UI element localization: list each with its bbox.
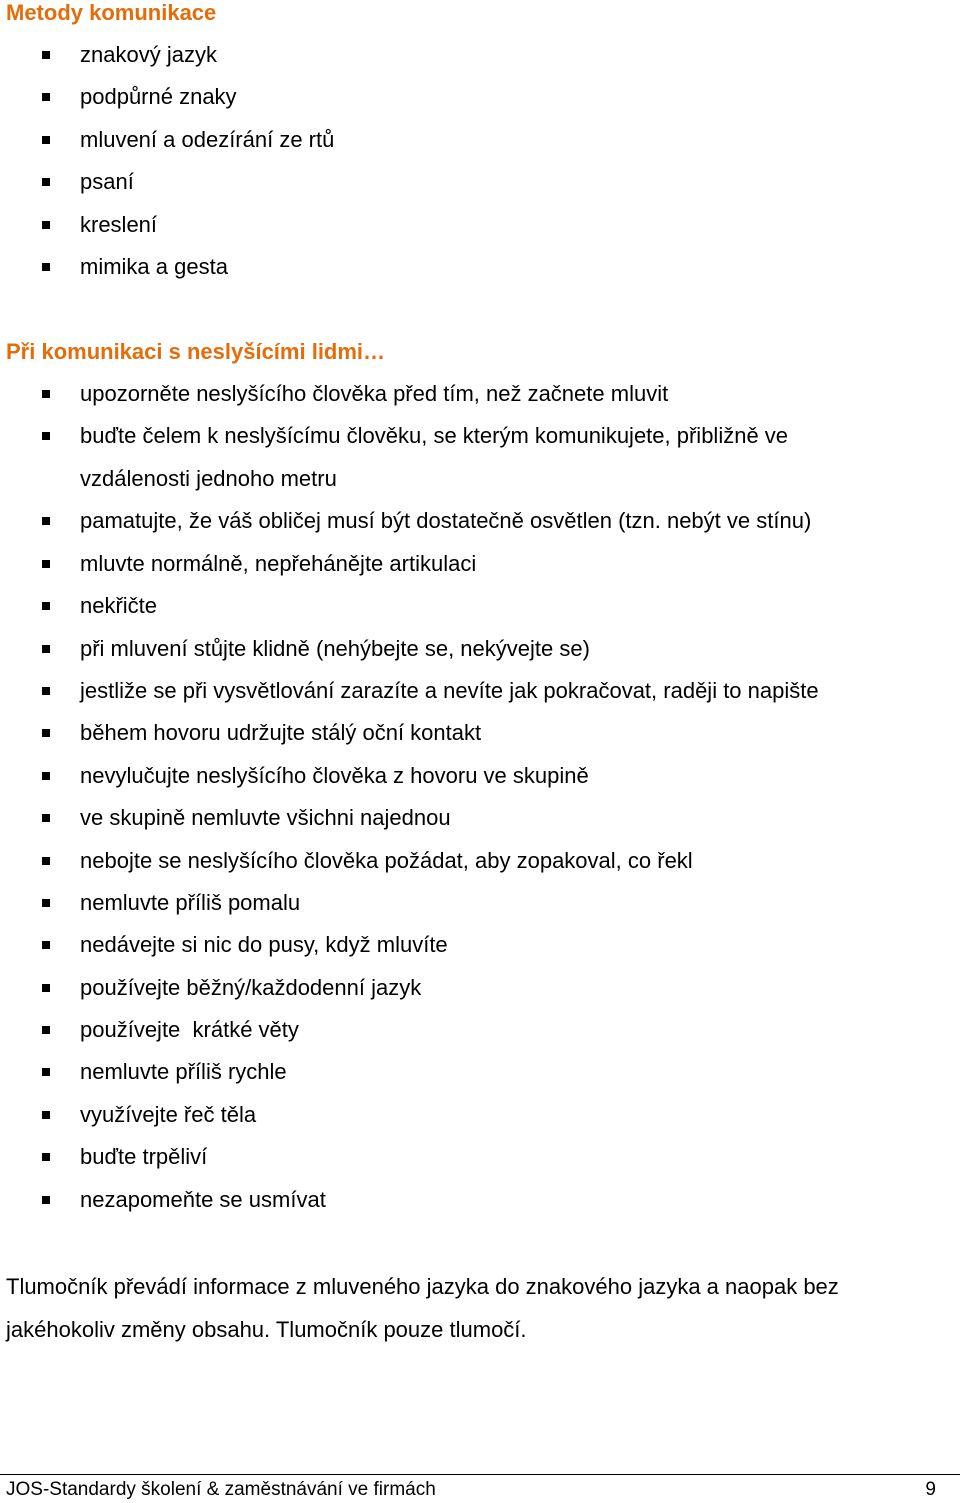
list-item-text: nemluvte příliš rychle xyxy=(80,1059,287,1085)
list-item-text: používejte běžný/každodenní jazyk xyxy=(80,974,422,1000)
square-bullet-icon xyxy=(42,772,50,780)
list-item-text: mluvení a odezírání ze rtů xyxy=(80,126,335,152)
square-bullet-icon xyxy=(42,93,50,101)
square-bullet-icon xyxy=(42,432,50,440)
square-bullet-icon xyxy=(42,645,50,653)
list-item-text: podpůrné znaky xyxy=(80,84,237,110)
square-bullet-icon xyxy=(42,390,50,398)
list-item-text: nezapomeňte se usmívat xyxy=(80,1186,326,1212)
square-bullet-icon xyxy=(42,941,50,949)
footer-divider xyxy=(0,1474,960,1475)
square-bullet-icon xyxy=(42,1196,50,1204)
list-item-text: nedávejte si nic do pusy, když mluvíte xyxy=(80,932,448,958)
interpreter-paragraph: Tlumočník převádí informace z mluveného jazyka do znakového jazyka a naopak bez jakéhokoliv změny obsahu. Tlumočník pouze tlumočí. xyxy=(6,1274,839,1342)
square-bullet-icon xyxy=(42,1153,50,1161)
square-bullet-icon xyxy=(42,136,50,144)
square-bullet-icon xyxy=(42,51,50,59)
square-bullet-icon xyxy=(42,1111,50,1119)
list-item-text: pamatujte, že váš obličej musí být dostatečně osvětlen (tzn. nebýt ve stínu) xyxy=(80,508,812,534)
list-item-text: psaní xyxy=(80,169,134,195)
square-bullet-icon xyxy=(42,602,50,610)
section-heading-methods: Metody komunikace xyxy=(6,0,217,25)
square-bullet-icon xyxy=(42,729,50,737)
list-item-text: nekřičte xyxy=(80,593,158,619)
list-item-text: během hovoru udržujte stálý oční kontakt xyxy=(80,720,482,746)
list-item-text: nevylučujte neslyšícího člověka z hovoru ve skupině xyxy=(80,762,589,788)
list-item-text: nebojte se neslyšícího člověka požádat, aby zopakoval, co řekl xyxy=(80,847,693,873)
square-bullet-icon xyxy=(42,263,50,271)
square-bullet-icon xyxy=(42,560,50,568)
square-bullet-icon xyxy=(42,1026,50,1034)
square-bullet-icon xyxy=(42,984,50,992)
square-bullet-icon xyxy=(42,814,50,822)
list-item-text: buďte čelem k neslyšícímu člověku, se kterým komunikujete, přibližně ve vzdálenosti jednoho metru xyxy=(80,423,789,491)
square-bullet-icon xyxy=(42,1068,50,1076)
square-bullet-icon xyxy=(42,687,50,695)
list-item-text: upozorněte neslyšícího člověka před tím, než začnete mluvit xyxy=(80,381,669,406)
square-bullet-icon xyxy=(42,517,50,525)
list-item-text: mimika a gesta xyxy=(80,253,228,279)
square-bullet-icon xyxy=(42,899,50,907)
list-item-text: ve skupině nemluvte všichni najednou xyxy=(80,805,451,831)
list-item-text: používejte krátké věty xyxy=(80,1017,299,1043)
square-bullet-icon xyxy=(42,178,50,186)
list-item-text: nemluvte příliš pomalu xyxy=(80,889,301,915)
square-bullet-icon xyxy=(42,221,50,229)
list-item-text: využívejte řeč těla xyxy=(80,1101,257,1127)
list-item-text: kreslení xyxy=(80,211,158,237)
list-item-text: při mluvení stůjte klidně (nehýbejte se, nekývejte se) xyxy=(80,635,590,661)
list-item-text: buďte trpěliví xyxy=(80,1144,208,1170)
section-heading-communication: Při komunikaci s neslyšícími lidmi… xyxy=(6,339,386,364)
page-number: 9 xyxy=(925,1479,936,1500)
list-item-text: jestliže se při vysvětlování zarazíte a nevíte jak pokračovat, raději to napište xyxy=(80,677,819,703)
footer-title: JOS-Standardy školení & zaměstnávání ve firmách xyxy=(6,1479,436,1500)
list-item-text: znakový jazyk xyxy=(80,42,217,67)
list-item-text: mluvte normálně, nepřehánějte artikulaci xyxy=(80,550,477,576)
square-bullet-icon xyxy=(42,857,50,865)
